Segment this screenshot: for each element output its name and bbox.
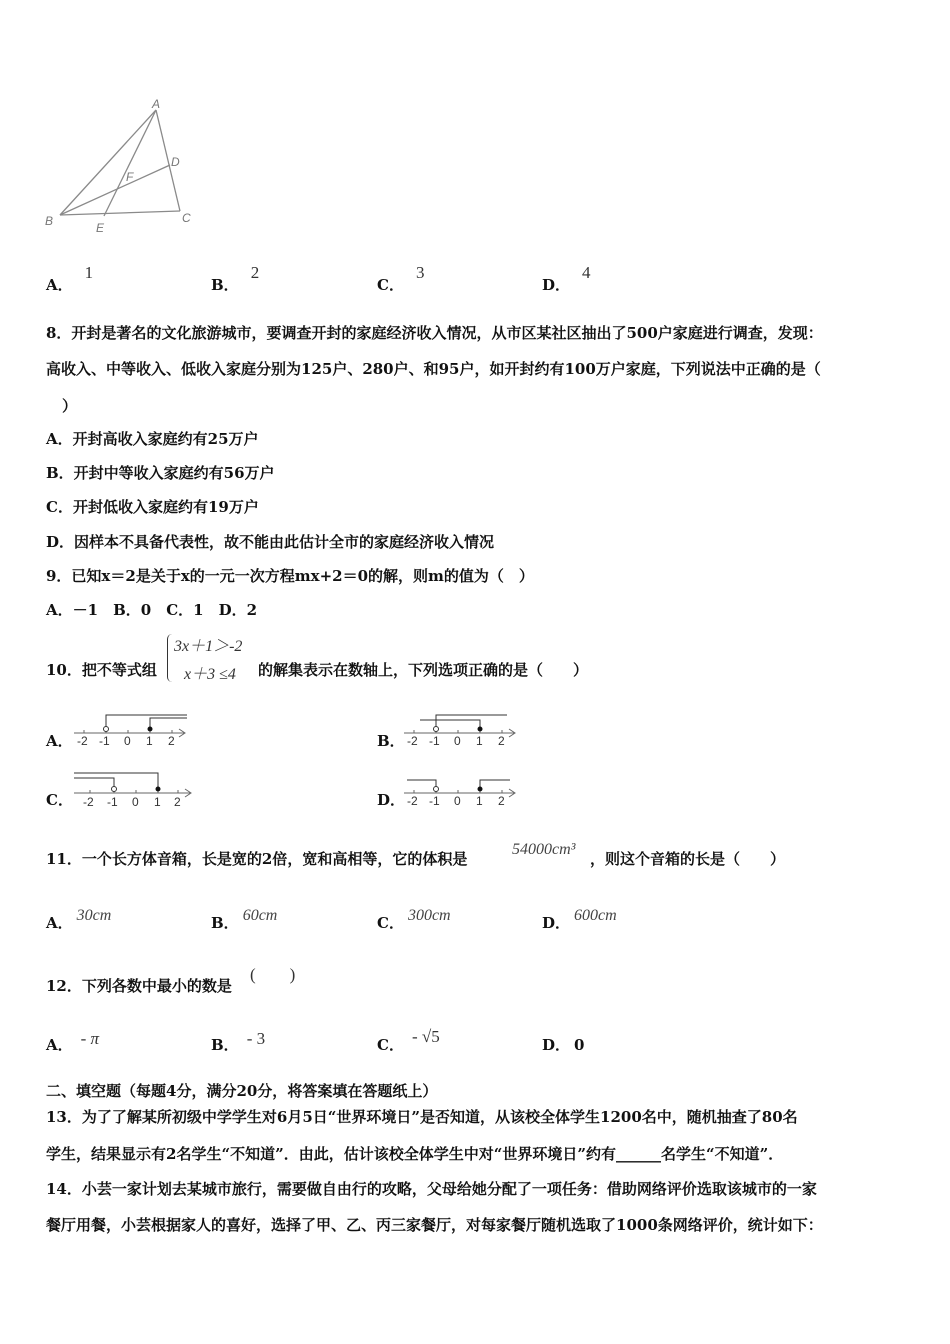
q12-option-b[interactable]: B． - 3: [211, 1029, 266, 1054]
number-line-c[interactable]: [72, 768, 198, 808]
solution-range-line: [480, 780, 510, 789]
tick-label: 2: [168, 734, 175, 748]
q10-suffix: 的解集表示在数轴上，下列选项正确的是（ ）: [258, 661, 589, 679]
segment-ab: [60, 110, 156, 215]
tick-label: 0: [132, 795, 139, 808]
q10-option-b-letter[interactable]: B．: [377, 732, 405, 750]
inequality-brace: [167, 634, 172, 682]
tick-label: -1: [429, 794, 440, 808]
segment-bd: [60, 165, 170, 215]
label-e: E: [96, 221, 105, 235]
closed-point: [478, 727, 483, 732]
closed-point: [148, 727, 153, 732]
q8-line3: ）: [62, 397, 78, 415]
label-f: F: [126, 170, 134, 184]
label-c: C: [182, 211, 191, 225]
q12-paren: ( ): [250, 965, 296, 984]
q8-option-b[interactable]: B．开封中等收入家庭约有56万户: [46, 464, 275, 482]
q11-prefix: 11．一个长方体音箱，长是宽的2倍，宽和高相等，它的体积是: [46, 850, 468, 868]
tick-label: 0: [454, 794, 461, 808]
q12-option-a[interactable]: A． - π: [46, 1029, 100, 1054]
solution-range-line: [74, 773, 158, 789]
open-point: [104, 727, 109, 732]
q11-suffix: ，则这个音箱的长是（ ）: [590, 850, 786, 868]
number-line-a[interactable]: [72, 710, 192, 748]
q13-line1: 13．为了了解某所初级中学学生对6月5日“世界环境日”是否知道，从该校全体学生1200名中，随机抽查了80名: [46, 1108, 798, 1126]
tick-label: 2: [498, 734, 505, 748]
solution-range-line: [407, 780, 436, 789]
q10-prefix: 10．把不等式组: [46, 661, 157, 679]
number-line-b[interactable]: [402, 710, 522, 748]
tick-label: 2: [174, 795, 181, 808]
tick-label: 1: [146, 734, 153, 748]
q7-option-c[interactable]: C．3: [377, 263, 425, 294]
segment-bc: [60, 211, 180, 215]
label-a: A: [152, 98, 161, 111]
tick-label: 2: [498, 794, 505, 808]
triangle-figure: [40, 98, 200, 238]
q10-option-a-letter[interactable]: A．: [46, 732, 73, 750]
tick-label: -2: [407, 734, 418, 748]
solution-range-line: [74, 778, 114, 789]
tick-label: -1: [107, 795, 118, 808]
tick-label: 0: [124, 734, 131, 748]
segment-ae: [104, 110, 156, 216]
q12-question: 12．下列各数中最小的数是: [46, 977, 232, 995]
closed-point: [478, 787, 483, 792]
section-title: 二、填空题（每题4分，满分20分，将答案填在答题纸上）: [46, 1082, 438, 1100]
tick-label: -2: [83, 795, 94, 808]
q8-option-c[interactable]: C．开封低收入家庭约有19万户: [46, 498, 259, 516]
number-line-d[interactable]: [402, 770, 522, 808]
q8-option-d[interactable]: D．因样本不具备代表性，故不能由此估计全市的家庭经济收入情况: [46, 533, 495, 551]
q11-volume: 54000cm³: [512, 841, 576, 858]
q8-option-a[interactable]: A．开封高收入家庭约有25万户: [46, 430, 259, 448]
tick-label: 0: [454, 734, 461, 748]
q9-options[interactable]: A．－1 B．0 C．1 D．2: [46, 601, 258, 619]
q12-option-c[interactable]: C． - √5: [377, 1027, 440, 1054]
solution-range-line: [436, 715, 507, 729]
q12-option-d[interactable]: D． 0: [542, 1036, 585, 1054]
closed-point: [156, 787, 161, 792]
solution-range-line: [150, 718, 187, 729]
q10-option-d-letter[interactable]: D．: [377, 791, 406, 809]
solution-range-line: [106, 715, 187, 729]
tick-label: -1: [429, 734, 440, 748]
q13-line2: 学生，结果显示有2名学生“不知道”．由此，估计该校全体学生中对“世界环境日”约有______名学生“不知道”．: [46, 1145, 784, 1163]
q8-line2: 高收入、中等收入、低收入家庭分别为125户、280户、和95户，如开封约有100万户家庭，下列说法中正确的是（: [46, 360, 821, 378]
q14-line2: 餐厅用餐，小芸根据家人的喜好，选择了甲、乙、丙三家餐厅，对每家餐厅随机选取了1000条网络评价，统计如下：: [46, 1216, 823, 1234]
tick-label: -2: [407, 794, 418, 808]
open-point: [112, 787, 117, 792]
q9-question: 9．已知x＝2是关于x的一元一次方程mx+2＝0的解，则m的值为（ ）: [46, 567, 534, 585]
q11-option-a[interactable]: A． 30cm: [46, 907, 112, 932]
q11-option-d[interactable]: D． 600cm: [542, 907, 617, 932]
tick-label: -2: [77, 734, 88, 748]
open-point: [434, 727, 439, 732]
q11-option-c[interactable]: C． 300cm: [377, 907, 451, 932]
q7-option-d[interactable]: D．4: [542, 263, 591, 294]
q11-option-b[interactable]: B． 60cm: [211, 907, 278, 932]
tick-label: -1: [99, 734, 110, 748]
solution-range-line: [420, 720, 480, 729]
label-b: B: [45, 214, 54, 228]
label-d: D: [171, 155, 180, 169]
open-point: [434, 787, 439, 792]
inequality-1: 3x＋1＞-2: [174, 638, 243, 655]
tick-label: 1: [154, 795, 161, 808]
tick-label: 1: [476, 734, 483, 748]
q10-option-c-letter[interactable]: C．: [46, 791, 73, 809]
q8-line1: 8．开封是著名的文化旅游城市，要调查开封的家庭经济收入情况，从市区某社区抽出了500户家庭进行调查，发现：: [46, 324, 823, 342]
q7-option-a[interactable]: A．1: [46, 263, 94, 294]
tick-label: 1: [476, 794, 483, 808]
q7-option-b[interactable]: B．2: [211, 263, 260, 294]
inequality-2: x＋3 ≤4: [184, 666, 236, 683]
q14-line1: 14．小芸一家计划去某城市旅行，需要做自由行的攻略，父母给她分配了一项任务：借助网络评价选取该城市的一家: [46, 1180, 817, 1198]
